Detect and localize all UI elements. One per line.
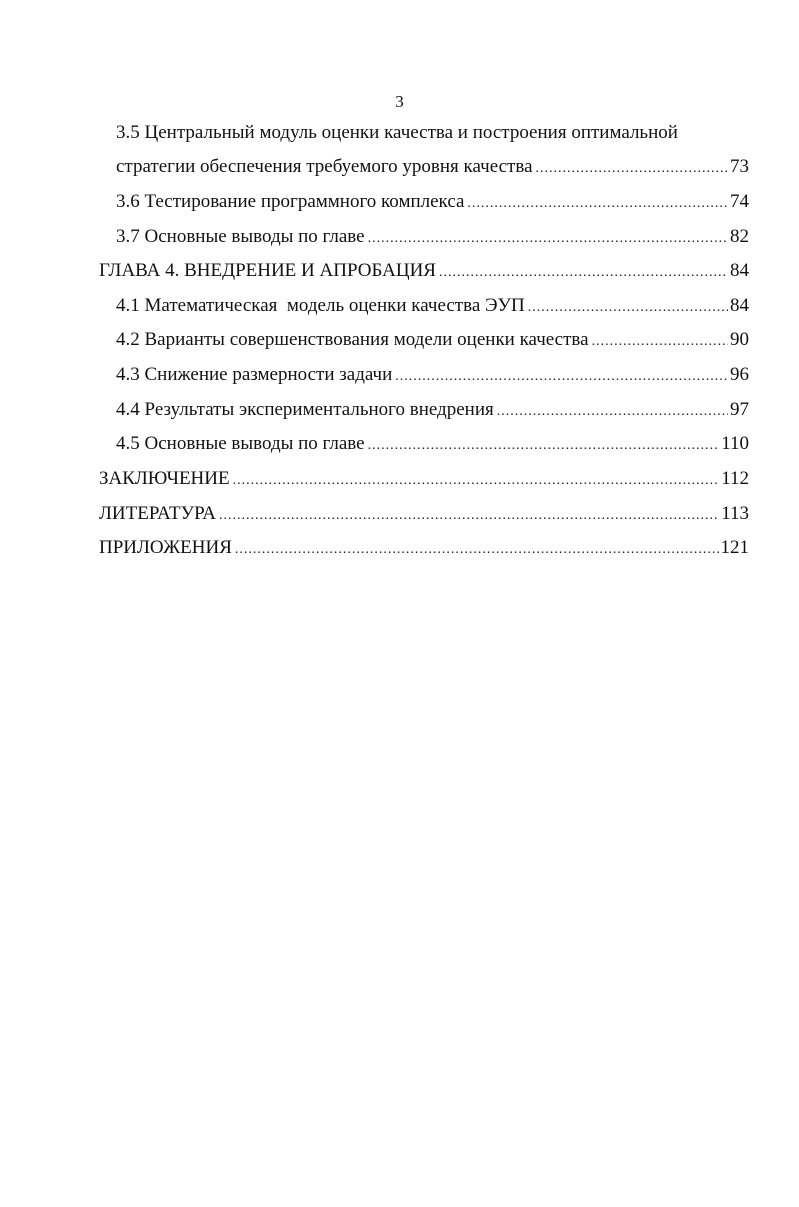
toc-leader-dots [497,400,728,424]
toc-entry-title: 4.4 Результаты экспериментального внедрения [116,399,494,420]
toc-entry-page: 90 [730,329,749,350]
toc-entry-title: 4.3 Снижение размерности задачи [116,364,393,385]
toc-entry-page: 74 [730,191,749,212]
toc-entry-4-2[interactable] [116,328,749,354]
toc-leader-dots [233,469,720,493]
toc-entry-title: 3.5 Центральный модуль оценки качества и построения оптимальной [116,122,678,143]
toc-entry-title: 3.7 Основные выводы по главе [116,226,365,247]
toc-entry-title: ЗАКЛЮЧЕНИЕ [99,468,230,489]
toc-entry-page: 112 [721,468,749,489]
toc-leader-dots [368,227,728,251]
toc-entry-page: 97 [730,399,749,420]
toc-entry-4-5[interactable] [116,432,749,458]
toc-entry-page: 84 [730,295,749,316]
toc-leader-dots [592,330,728,354]
toc-entry-page: 96 [730,364,749,385]
toc-leader-dots [467,192,728,216]
toc-entry-title: 3.6 Тестирование программного комплекса [116,191,465,212]
toc-entry-4-4[interactable] [116,398,749,424]
toc-entry-page: 113 [721,503,749,524]
toc-entry-4-3[interactable] [116,363,749,389]
toc-leader-dots [536,157,728,181]
toc-entry-title: 4.5 Основные выводы по главе [116,433,365,454]
toc-entry-conclusion[interactable] [99,467,749,493]
toc-entry-title: стратегии обеспечения требуемого уровня качества [116,156,533,177]
toc-leader-dots [528,296,728,320]
toc-entry-3-6[interactable] [116,190,749,216]
toc-entry-page: 73 [730,156,749,177]
toc-entry-3-7[interactable] [116,225,749,251]
toc-entry-page: 121 [720,537,749,558]
toc-entry-page: 82 [730,226,749,247]
toc-entry-3-5-line2[interactable] [116,155,749,181]
toc-entry-page: 84 [730,260,749,281]
toc-entry-literature[interactable] [99,502,749,528]
toc-leader-dots [219,504,719,528]
toc-entry-4-1[interactable] [116,294,749,320]
toc-entry-chapter-4[interactable] [99,259,749,285]
toc-entry-appendices[interactable] [99,536,749,562]
toc-entry-title: ЛИТЕРАТУРА [99,503,216,524]
toc-entry-3-5-line1[interactable] [116,121,749,145]
toc-leader-dots [368,434,720,458]
toc-entry-title: ГЛАВА 4. ВНЕДРЕНИЕ И АПРОБАЦИЯ [99,260,436,281]
toc-leader-dots [235,538,719,562]
toc-leader-dots [395,365,728,389]
toc-leader-dots [439,261,728,285]
page-number: 3 [395,92,404,111]
toc-entry-title: 4.2 Варианты совершенствования модели оценки качества [116,329,589,350]
toc-entry-page: 110 [721,433,749,454]
toc-entry-title: ПРИЛОЖЕНИЯ [99,537,232,558]
toc-entry-title: 4.1 Математическая модель оценки качества ЭУП [116,295,525,316]
